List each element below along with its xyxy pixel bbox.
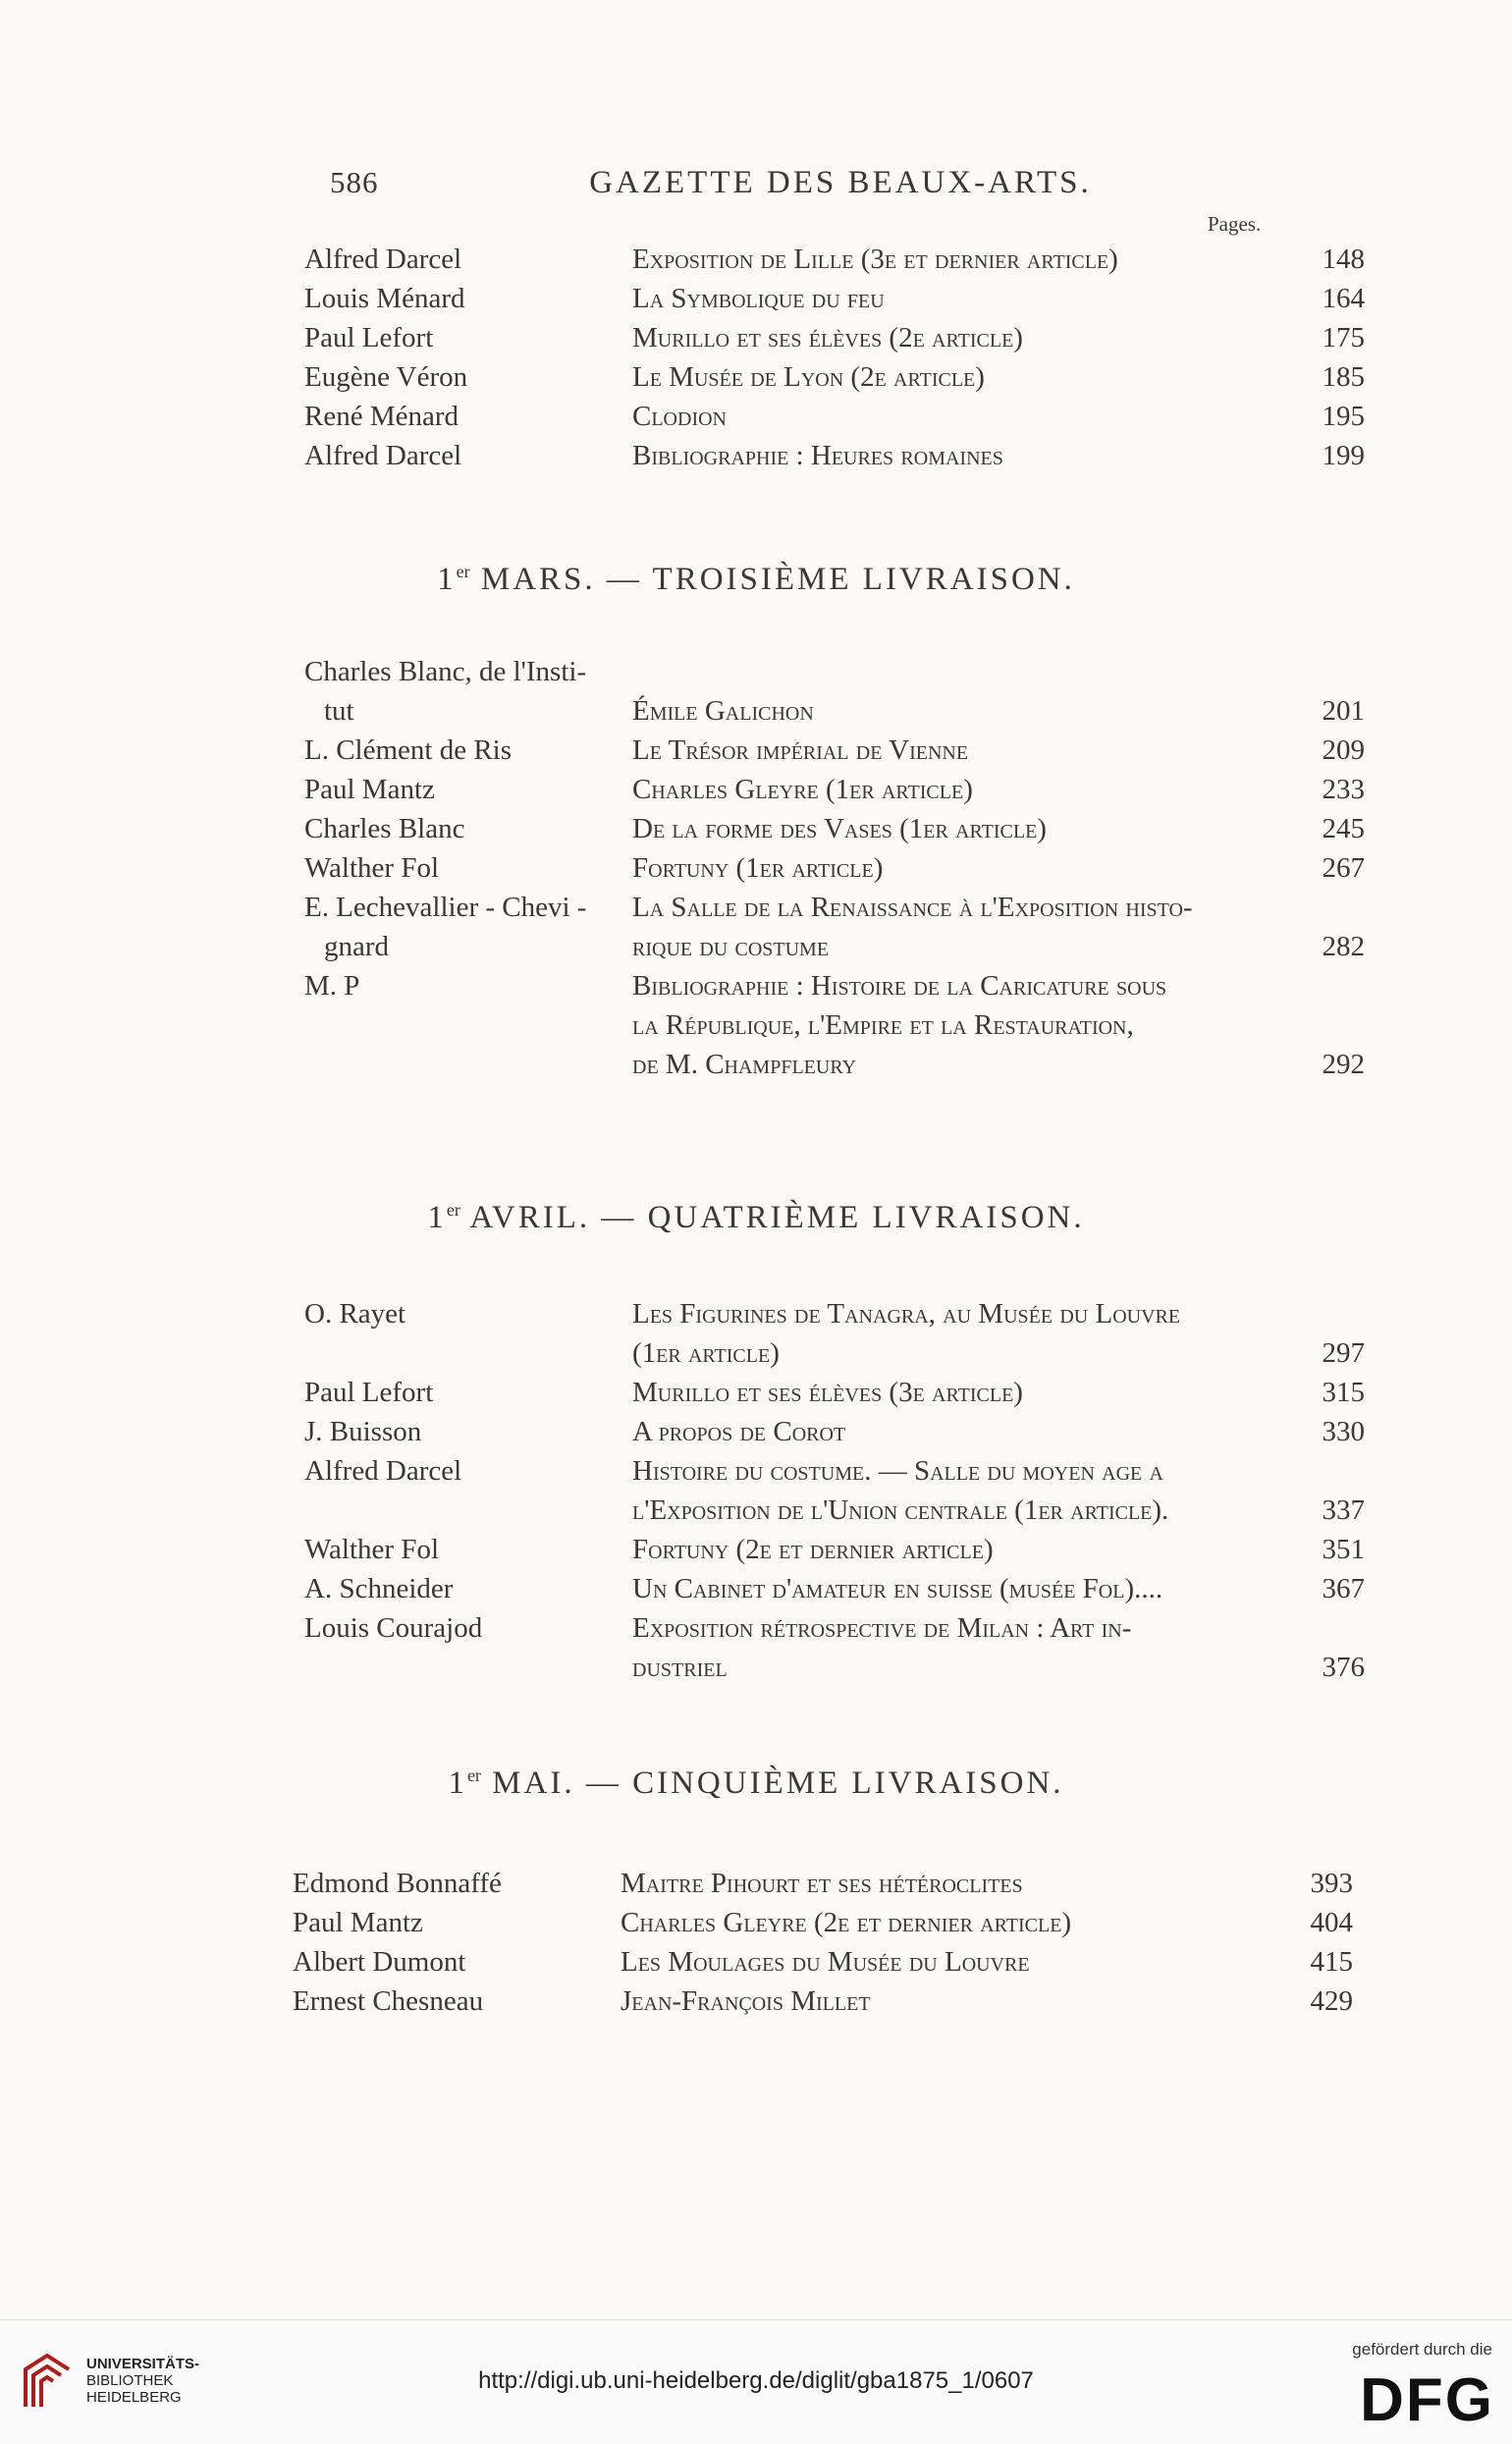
- entry-title: Maitre Pihourt et ses hétéroclites: [621, 1868, 1023, 1899]
- entry-title: Fortuny (1er article): [632, 852, 884, 884]
- entry-title: Le Trésor impérial de Vienne: [632, 734, 969, 766]
- toc-entry: [304, 357, 1365, 397]
- entry-title: Exposition rétrospective de Milan : Art in- dustriel: [632, 1612, 1132, 1683]
- toc-entry: [304, 1373, 1365, 1412]
- toc-entry: [304, 1608, 1365, 1687]
- entry-author: Walther Fol: [304, 852, 439, 884]
- entry-author-continued: tut: [324, 695, 354, 727]
- entry-page-number: 292: [1322, 1049, 1365, 1080]
- entry-author: J. Buisson: [304, 1416, 422, 1447]
- entry-title: La Symbolique du feu: [632, 283, 885, 314]
- entry-author-continued: gnard: [324, 931, 390, 962]
- entry-title: Émile Galichon: [632, 695, 814, 727]
- entry-author: Charles Blanc: [304, 813, 465, 844]
- toc-entry: [304, 1294, 1365, 1373]
- entry-author: Alfred Darcel: [304, 244, 462, 275]
- entry-page-number: 195: [1322, 401, 1365, 432]
- section-heading-mars: 1er MARS. — TROISIÈME LIVRAISON.: [437, 562, 1075, 597]
- entry-title-continued: rique du costume: [632, 931, 830, 962]
- entry-title: Les Moulages du Musée du Louvre: [621, 1946, 1030, 1978]
- toc-entry: [304, 731, 1365, 770]
- entry-page-number: 164: [1322, 283, 1365, 314]
- entry-author: Louis Ménard: [304, 283, 465, 314]
- entry-author: Ernest Chesneau: [293, 1985, 484, 2017]
- entry-title-continued: de M. Champfleury: [632, 1049, 857, 1080]
- library-footer: [0, 2319, 1512, 2444]
- entry-page-number: 367: [1322, 1573, 1365, 1604]
- entry-author: Edmond Bonnaffé: [293, 1868, 502, 1899]
- toc-entry: [293, 1942, 1353, 1982]
- entry-author: Alfred Darcel: [304, 1455, 462, 1487]
- entry-author: Charles Blanc, de l'Insti- tut: [304, 656, 587, 727]
- entry-page-number: 415: [1310, 1946, 1353, 1978]
- funded-by-label: gefördert durch die: [1352, 2340, 1492, 2359]
- toc-entry: [293, 1864, 1353, 1903]
- toc-entry: [304, 240, 1365, 279]
- toc-entry: [304, 318, 1365, 357]
- entry-page-number: 209: [1322, 734, 1365, 766]
- entry-page-number: 351: [1322, 1534, 1365, 1565]
- entry-title: Bibliographie : Heures romaines: [632, 440, 1003, 471]
- entry-page-number: 404: [1310, 1907, 1353, 1938]
- entry-author: Paul Lefort: [304, 1377, 434, 1408]
- entry-author: Eugène Véron: [304, 361, 468, 393]
- entry-author: O. Rayet: [304, 1298, 406, 1330]
- entry-author: Paul Mantz: [304, 774, 435, 805]
- entry-title: Fortuny (2e et dernier article): [632, 1534, 994, 1565]
- entry-page-number: 175: [1322, 322, 1365, 353]
- entry-page-number: 233: [1322, 774, 1365, 805]
- entry-title: Bibliographie : Histoire de la Caricature sous la République, l'Empire et la Restauration, de M. Champfleury: [632, 970, 1167, 1080]
- entry-author: A. Schneider: [304, 1573, 454, 1604]
- entry-page-number: 282: [1322, 931, 1365, 962]
- section-heading-avril: 1er AVRIL. — QUATRIÈME LIVRAISON.: [427, 1200, 1085, 1235]
- entry-title: Le Musée de Lyon (2e article): [632, 361, 985, 393]
- page-number: 586: [330, 165, 379, 199]
- entry-title: Charles Gleyre (2e et dernier article): [621, 1907, 1072, 1938]
- entry-page-number: 185: [1322, 361, 1365, 393]
- entry-title: Murillo et ses élèves (3e article): [632, 1377, 1023, 1408]
- toc-section-mai: [293, 1864, 1353, 2021]
- entry-page-number: 201: [1322, 695, 1365, 727]
- page-header: [330, 165, 1371, 214]
- toc-section-mars: [304, 652, 1365, 1084]
- entry-page-number: 330: [1322, 1416, 1365, 1447]
- toc-entry: [304, 436, 1365, 475]
- entry-title: Murillo et ses élèves (2e article): [632, 322, 1023, 353]
- toc-entry: [304, 848, 1365, 888]
- entry-author: Alfred Darcel: [304, 440, 462, 471]
- entry-author: Paul Lefort: [304, 322, 434, 353]
- entry-page-number: 393: [1310, 1868, 1353, 1899]
- entry-page-number: 297: [1322, 1337, 1365, 1369]
- toc-entry: [304, 1530, 1365, 1569]
- entry-author: L. Clément de Ris: [304, 734, 513, 766]
- entry-author: Paul Mantz: [293, 1907, 423, 1938]
- entry-page-number: 376: [1322, 1652, 1365, 1683]
- entry-author: René Ménard: [304, 401, 459, 432]
- section-heading-mai: 1er MAI. — CINQUIÈME LIVRAISON.: [448, 1765, 1064, 1801]
- entry-author: E. Lechevallier - Chevi - gnard: [304, 892, 587, 962]
- entry-page-number: 148: [1322, 244, 1365, 275]
- entry-title: Clodion: [632, 401, 727, 432]
- entry-title: Un Cabinet d'amateur en suisse (musée Fol)....: [632, 1573, 1163, 1604]
- toc-entry: [304, 770, 1365, 809]
- toc-entry: [304, 279, 1365, 318]
- toc-entry: [304, 888, 1365, 966]
- toc-entry: [293, 1982, 1353, 2021]
- entry-title-continued: l'Exposition de l'Union centrale (1er article).: [632, 1494, 1169, 1526]
- toc-entry: [304, 1451, 1365, 1530]
- entry-page-number: 337: [1322, 1494, 1365, 1526]
- entry-page-number: 429: [1310, 1985, 1353, 2017]
- entry-title: De la forme des Vases (1er article): [632, 813, 1047, 844]
- running-title: GAZETTE DES BEAUX-ARTS.: [589, 165, 1092, 200]
- entry-title: Charles Gleyre (1er article): [632, 774, 973, 805]
- entry-page-number: 315: [1322, 1377, 1365, 1408]
- toc-entry: [304, 1412, 1365, 1451]
- entry-title: A propos de Corot: [632, 1416, 846, 1447]
- entry-page-number: 199: [1322, 440, 1365, 471]
- entry-title: La Salle de la Renaissance à l'Exposition histo- rique du costume: [632, 892, 1193, 962]
- toc-section-continued: [304, 240, 1365, 475]
- entry-title: Les Figurines de Tanagra, au Musée du Louvre (1er article): [632, 1298, 1181, 1369]
- toc-entry: [304, 397, 1365, 436]
- entry-page-number: 245: [1322, 813, 1365, 844]
- toc-entry: [304, 966, 1365, 1084]
- entry-title: Histoire du costume. — Salle du moyen age a l'Exposition de l'Union centrale (1er article).: [632, 1455, 1169, 1526]
- entry-page-number: 267: [1322, 852, 1365, 884]
- toc-entry: [304, 1569, 1365, 1608]
- entry-title: Jean-François Millet: [621, 1985, 871, 2017]
- entry-author: Walther Fol: [304, 1534, 439, 1565]
- entry-title-continued: la République, l'Empire et la Restauration,: [632, 1009, 1134, 1041]
- entry-title-continued: (1er article): [632, 1337, 780, 1369]
- university-library-name: UNIVERSITÄTS- BIBLIOTHEK HEIDELBERG: [86, 2356, 200, 2406]
- pages-column-label: Pages.: [1208, 212, 1262, 236]
- toc-entry: [304, 809, 1365, 848]
- entry-author: M. P: [304, 970, 360, 1002]
- entry-title-continued: dustriel: [632, 1652, 728, 1683]
- permalink-url[interactable]: http://digi.ub.uni-heidelberg.de/diglit/gba1875_1/0607: [478, 2367, 1034, 2394]
- toc-entry: [293, 1903, 1353, 1942]
- toc-section-avril: [304, 1294, 1365, 1687]
- dfg-logo: DFG: [1360, 2366, 1494, 2434]
- entry-author: Albert Dumont: [293, 1946, 466, 1978]
- entry-title: Exposition de Lille (3e et dernier article): [632, 244, 1118, 275]
- entry-author: Louis Courajod: [304, 1612, 483, 1644]
- toc-entry: [304, 652, 1365, 731]
